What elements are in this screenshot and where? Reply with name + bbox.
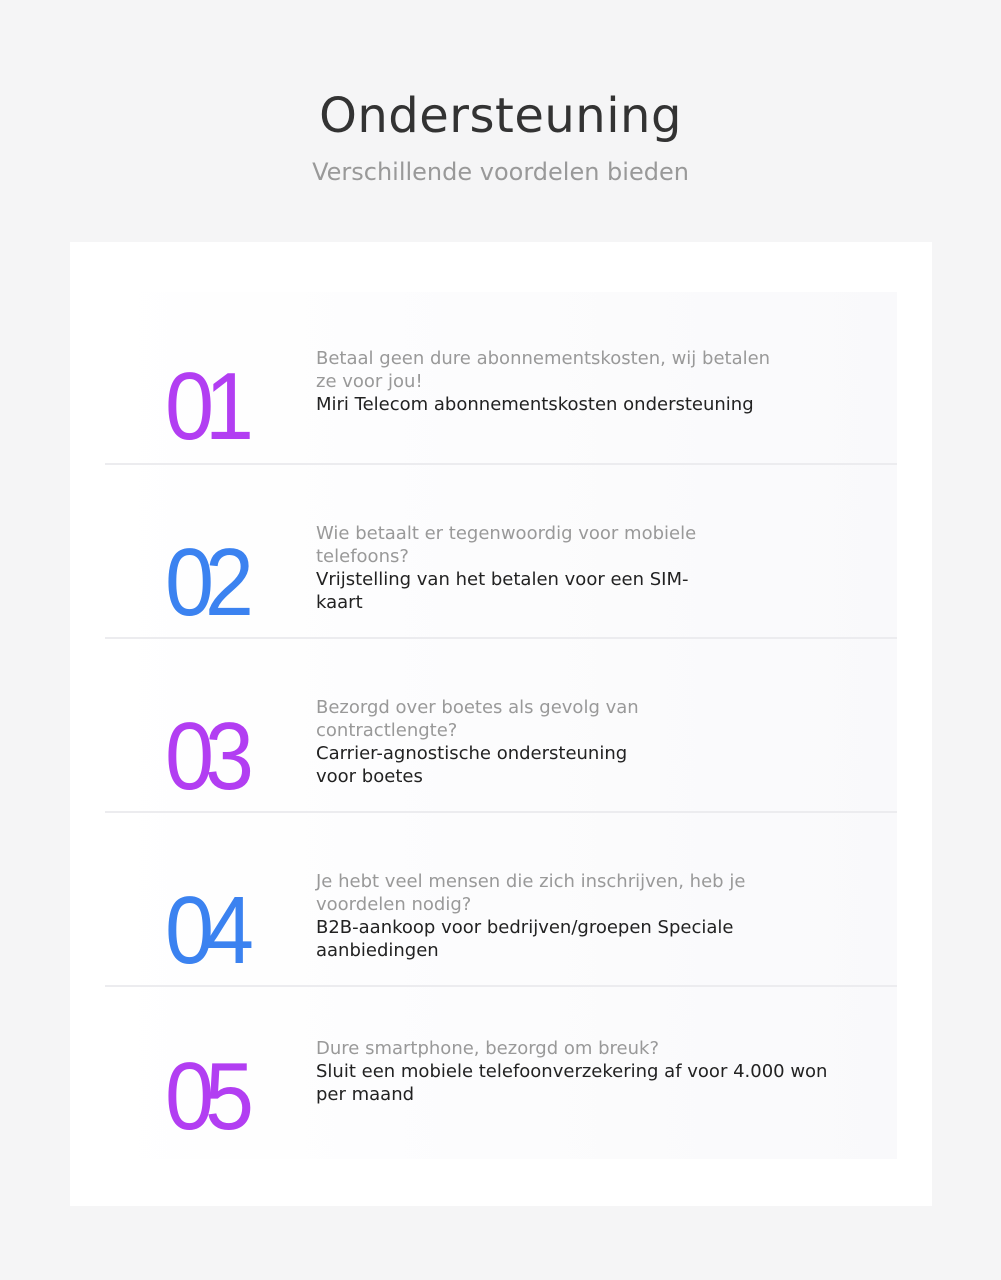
benefit-item [105, 987, 897, 1159]
benefit-answer: Vrijstelling van het betalen voor een SIM-kaart [316, 569, 689, 613]
benefit-number: 02 [165, 529, 245, 636]
benefit-question: Wie betaalt er tegenwoordig voor mobiele telefoons? [316, 523, 697, 567]
benefit-question: Dure smartphone, bezorgd om breuk? [316, 1038, 660, 1059]
page-subtitle: Verschillende voordelen bieden [312, 158, 689, 186]
benefit-answer: B2B-aankoop voor bedrijven/groepen Speciale aanbiedingen [316, 917, 734, 961]
benefit-text [316, 870, 836, 962]
benefit-question: Betaal geen dure abonnementskosten, wij betalen ze voor jou! [316, 348, 771, 392]
benefits-card [70, 242, 932, 1206]
benefit-item [105, 639, 897, 813]
page-title: Ondersteuning [319, 88, 682, 144]
benefit-answer: Carrier-agnostische ondersteuning voor boetes [316, 743, 628, 787]
benefit-answer: Miri Telecom abonnementskosten ondersteuning [316, 394, 754, 415]
benefit-number: 03 [165, 703, 245, 810]
benefit-question: Bezorgd over boetes als gevolg van contractlengte? [316, 697, 639, 741]
benefit-number: 04 [165, 877, 245, 984]
benefit-text [316, 1037, 861, 1106]
benefit-number: 01 [165, 353, 245, 460]
benefit-item [105, 292, 897, 465]
benefit-number: 05 [165, 1043, 245, 1150]
benefit-item [105, 813, 897, 987]
benefit-text [316, 522, 716, 614]
benefit-question: Je hebt veel mensen die zich inschrijven, heb je voordelen nodig? [316, 871, 746, 915]
benefit-text [316, 696, 656, 788]
benefit-text [316, 347, 796, 416]
benefit-answer: Sluit een mobiele telefoonverzekering af voor 4.000 won per maand [316, 1061, 828, 1105]
benefit-item [105, 465, 897, 639]
